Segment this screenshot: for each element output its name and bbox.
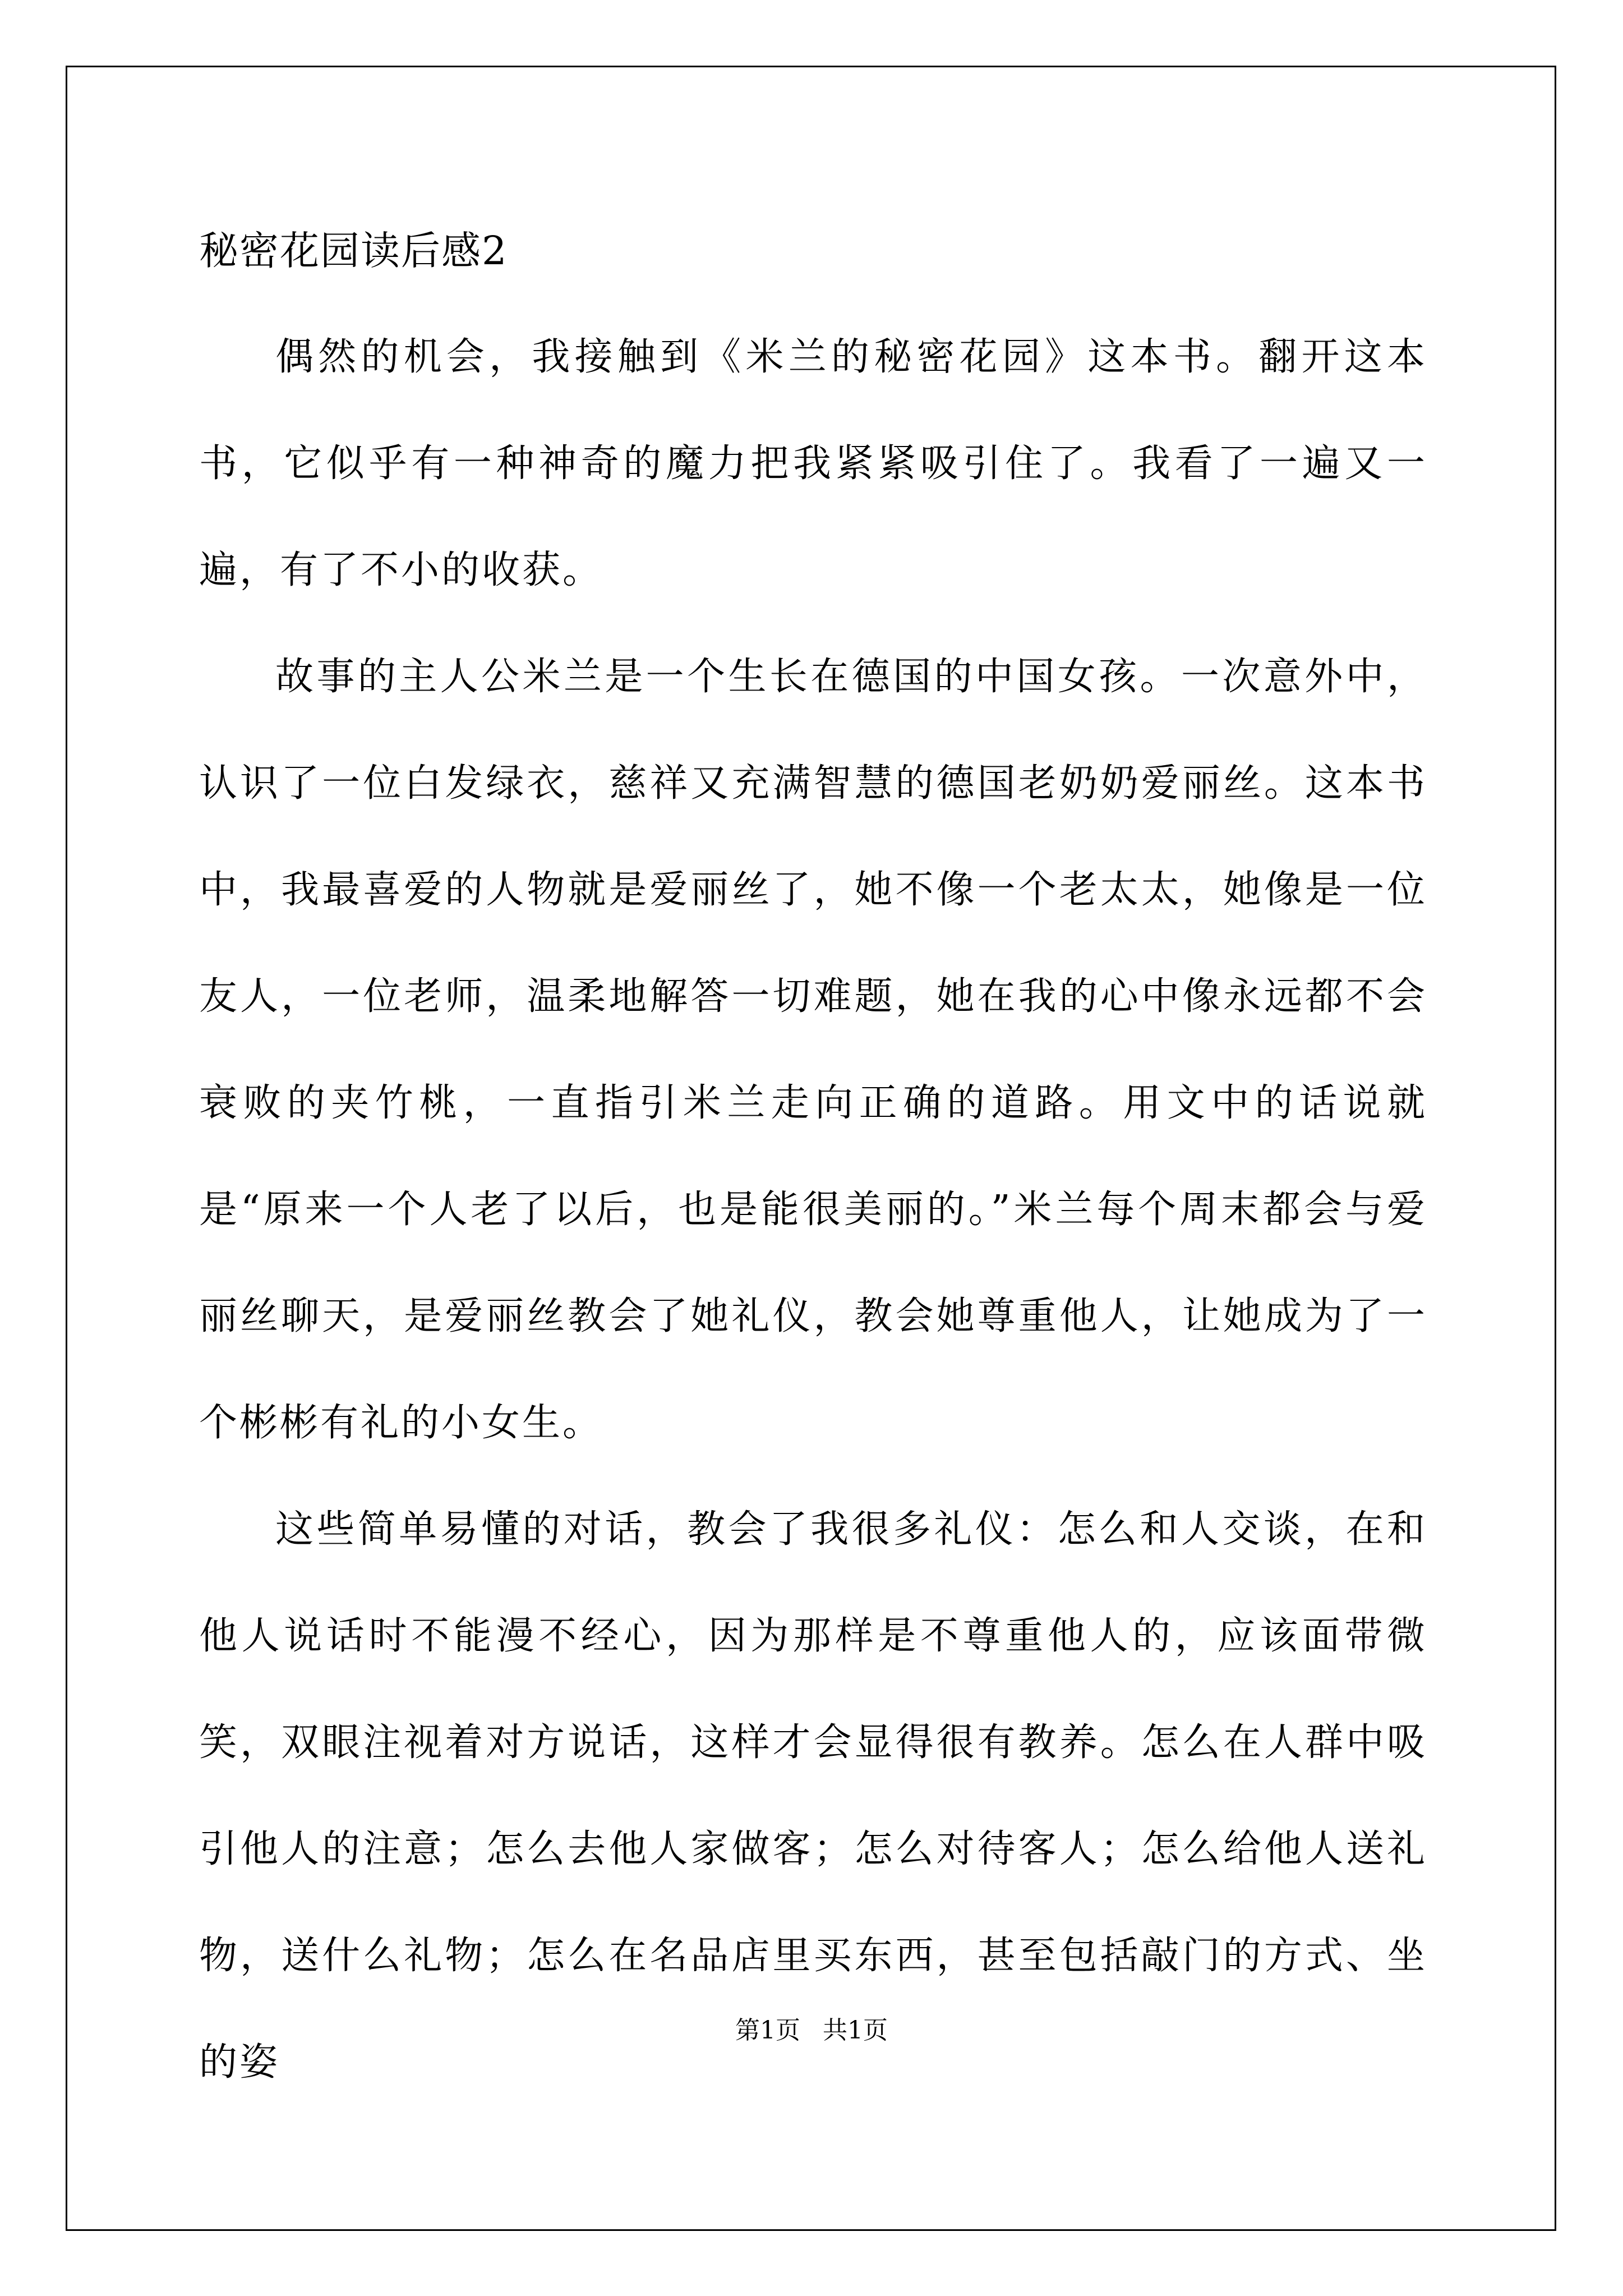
page-number: 第1页: [735, 2016, 800, 2045]
document-title: 秘密花园读后感2: [199, 228, 508, 274]
page-total: 共1页: [823, 2016, 888, 2045]
paragraph-2: 故事的主人公米兰是一个生长在德国的中国女孩。一次意外中，认识了一位白发绿衣，慈祥又充满智慧的德国老奶奶爱丽丝。这本书中，我最喜爱的人物就是爱丽丝了，她不像一个老太太，她像是一位友人，一位老师，温柔地解答一切难题，她在我的心中像永远都不会衰败的夹竹桃，一直指引米兰走向正确的道路。用文中的话说就是“原来一个人老了以后，也是能很美丽的。”米兰每个周末都会与爱丽丝聊天，是爱丽丝教会了她礼仪，教会她尊重他人，让她成为了一个彬彬有礼的小女生。: [199, 655, 1427, 1445]
paragraph-3: 这些简单易懂的对话，教会了我很多礼仪：怎么和人交谈，在和他人说话时不能漫不经心，因为那样是不尊重他人的，应该面带微笑，双眼注视着对方说话，这样才会显得很有教养。怎么在人群中吸引他人的注意；怎么去他人家做客；怎么对待客人；怎么给他人送礼物，送什么礼物；怎么在名品店里买东西，甚至包括敲门的方式、坐的姿: [199, 1507, 1427, 2085]
document-body: [199, 220, 1427, 2116]
page-footer: [0, 2010, 1623, 2046]
paragraph-1: 偶然的机会，我接触到《米兰的秘密花园》这本书。翻开这本书，它似乎有一种神奇的魔力把我紧紧吸引住了。我看了一遍又一遍，有了不小的收获。: [199, 335, 1427, 592]
